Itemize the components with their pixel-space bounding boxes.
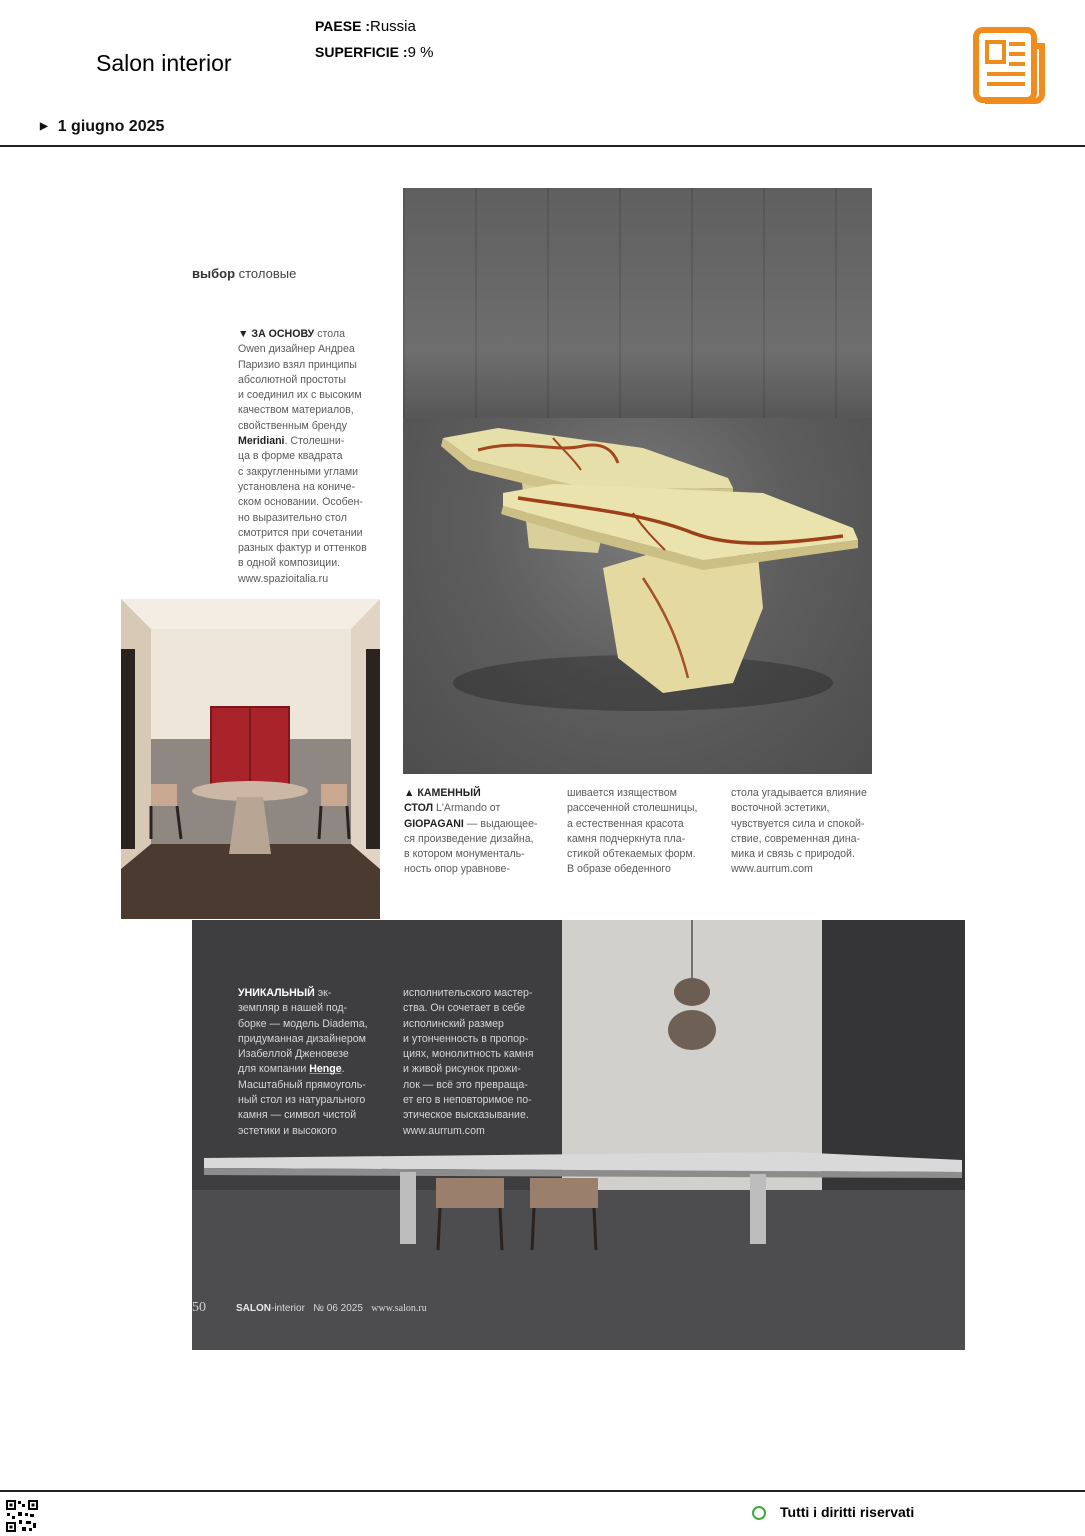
owen-line: но выразительно стол [238,511,347,524]
armando-brand-tail: — выдающее- [463,817,538,830]
owen-line: ском основании. Особен- [238,496,363,509]
armando-line: В образе обеденного [567,863,671,876]
armando-caption-col3 [731,786,881,878]
owen-brand: Meridiani [238,435,285,448]
armando-line: ствие, современная дина- [731,832,861,845]
owen-brand-tail: . Столешни- [284,435,345,448]
armando-lead2: СТОЛ [404,802,434,815]
magazine-name-rest: -interior [271,1303,305,1314]
diadema-line: Изабеллой Дженовезе [238,1048,349,1061]
newspaper-icon [973,26,1047,104]
owen-line: смотрится при сочетании [238,526,363,539]
diadema-line: и утонченность в пропор- [403,1032,529,1045]
diadema-line: ный стол из натурального [238,1094,366,1107]
owen-line: свойственным бренду [238,419,347,432]
diadema-line: эстетики и высокого [238,1124,337,1137]
section-label-bold: выбор [192,266,236,281]
diadema-caption-col2 [403,986,563,1139]
owen-line: качеством материалов, [238,404,354,417]
owen-line: в одной композиции. [238,557,341,570]
publication-date: 1 giugno 2025 [57,118,165,135]
owen-url: www.spazioitalia.ru [238,572,329,585]
page-number: 50 [192,1300,206,1315]
owen-line: и соединил их с высоким [238,389,362,402]
diadema-brand-tail: . [341,1063,345,1076]
diadema-line: этическое высказывание. [403,1109,529,1122]
section-label [192,266,296,281]
owen-caption [238,327,388,587]
armando-brand: GIOPAGANI [404,817,464,830]
issue-number: № 06 2025 [313,1303,363,1314]
owen-line: ца в форме квадрата [238,450,343,463]
diadema-line: земпляр в нашей под- [238,1002,348,1015]
area-row [315,44,433,61]
diadema-brand: Henge [309,1063,342,1076]
magazine-page-footer [192,1300,427,1316]
diadema-line: придуманная дизайнером [238,1032,366,1045]
armando-lead2-tail: L'Armando от [433,802,501,815]
diadema-line: камня — символ чистой [238,1109,357,1122]
qr-code-icon [5,1499,39,1533]
owen-line: разных фактур и оттенков [238,542,367,555]
rights-notice [752,1504,914,1520]
onyx-table-illustration [403,188,872,774]
owen-lead: ▼ ЗА ОСНОВУ [238,328,315,340]
armando-lead: ▲ КАМЕННЫЙ [404,787,481,799]
armando-line: ся произведение дизайна, [404,832,534,845]
diadema-line: Масштабный прямоуголь- [238,1078,366,1091]
section-label-rest: столовые [235,266,297,281]
diadema-url: www.aurrum.com [403,1124,485,1137]
magazine-site: www.salon.ru [371,1303,427,1314]
armando-line: стола угадывается влияние [731,787,867,799]
armando-line: шивается изяществом [567,787,677,799]
footer-divider [0,1490,1085,1492]
diadema-line: исполинский размер [403,1017,504,1030]
owen-line: абсолютной простоты [238,373,346,386]
diadema-line: циях, монолитность камня [403,1048,534,1061]
country-label: PAESE : [315,18,370,34]
armando-line: в котором монументаль- [404,848,525,861]
area-value: 9 % [407,44,434,61]
dining-room-illustration [121,599,380,919]
owen-line: Owen дизайнер Андреа [238,343,355,356]
rights-text: Tutti i diritti riservati [780,1504,915,1520]
armando-line: мика и связь с природой. [731,848,855,861]
date-row [40,118,164,136]
diadema-caption-col1 [238,986,400,1139]
owen-line: с закругленными углами [238,465,359,478]
area-label: SUPERFICIE : [315,44,408,60]
armando-caption-col2 [567,786,729,878]
diadema-brand-pre: для компании [238,1063,310,1076]
publication-title: Salon interior [96,50,232,76]
header-divider [0,145,1085,147]
country-row [315,18,416,35]
armando-line: камня подчеркнута пла- [567,832,686,845]
diadema-lead: УНИКАЛЬНЫЙ [238,987,315,999]
diadema-line: и живой рисунок прожи- [403,1063,521,1076]
owen-line: Паризио взял принципы [238,358,357,371]
play-arrow-icon: ▶ [40,121,48,132]
stone-table-photo [403,188,872,774]
armando-url: www.aurrum.com [731,863,813,876]
armando-line: стикой обтекаемых форм. [567,848,696,861]
diadema-line: борке — модель Diadema, [238,1017,368,1030]
magazine-name-bold: SALON [236,1303,271,1314]
armando-line: рассеченной столешницы, [567,802,698,815]
diadema-line: ет его в неповторимое по- [403,1094,532,1107]
owen-line: установлена на кониче- [238,480,356,493]
diadema-line: ства. Он сочетает в себе [403,1002,526,1015]
armando-line: чувствуется сила и спокой- [731,817,865,830]
armando-line: а естественная красота [567,817,684,830]
dining-room-photo [121,599,380,919]
diadema-lead-tail: эк- [314,987,332,999]
armando-caption-col1 [404,786,564,878]
diadema-line: исполнительского мастер- [403,987,533,999]
diadema-line: лок — всё это превраща- [403,1078,528,1091]
armando-line: ность опор уравнове- [404,863,510,876]
status-circle-icon [752,1506,766,1520]
country-value: Russia [369,18,416,35]
owen-lead-tail: стола [314,328,345,340]
armando-line: восточной эстетики, [731,802,830,815]
